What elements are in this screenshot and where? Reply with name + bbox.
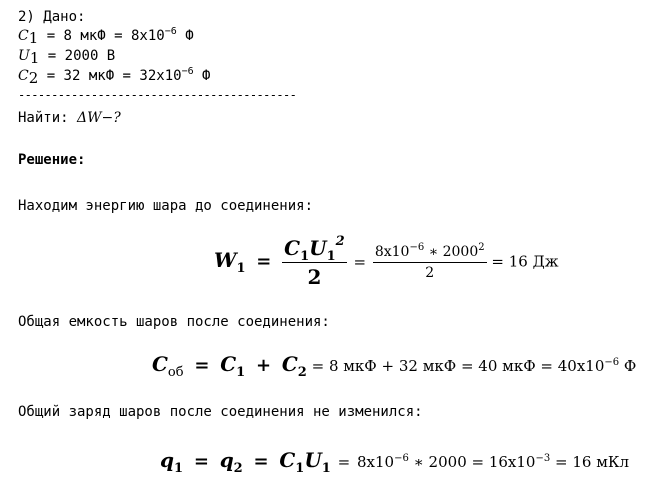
c1u1-term: $C_1U_1$ (279, 448, 331, 476)
given-c1-line (18, 27, 194, 45)
c1-term: $C_1$ (220, 352, 246, 380)
fraction-numeric (373, 244, 487, 281)
equation-energy (214, 236, 559, 289)
energy-result: = 16 Дж (491, 252, 559, 271)
step1-text-span: Находим энергию шара до соединения: (18, 198, 314, 214)
u1-value: = 2000 В (47, 48, 116, 64)
u1-subscript: 1 (29, 49, 40, 67)
fraction-symbolic-numerator: $C_1U_1^2$ (284, 234, 345, 264)
c1-symbol: C (18, 28, 29, 44)
equation-charge (160, 448, 629, 476)
equation-capacitance (152, 352, 637, 380)
step3-text (18, 403, 423, 421)
equals-sign-4: = (193, 451, 209, 472)
c2-symbol: C (18, 68, 29, 84)
c2-subscript: 2 (28, 69, 39, 87)
equals-sign-3: = (194, 355, 210, 376)
q1-symbol: $q_1$ (160, 448, 184, 476)
c-total-symbol: $C_{об}$ (152, 352, 184, 380)
step1-text (18, 197, 313, 215)
given-separator (18, 86, 296, 104)
c2-exponent: −6 (181, 66, 194, 77)
capacitance-rest: = 8 мкФ + 32 мкФ = 40 мкФ = $40x10^{-6}$ Ф (311, 357, 637, 375)
given-u1-line (18, 47, 115, 65)
c1-value: = 8 мкФ = 8x10 (46, 28, 165, 44)
equals-sign-5: = (253, 451, 269, 472)
given-header (18, 8, 85, 26)
given-c2-line (18, 67, 210, 85)
charge-rest: $8x10^{-6}$ ∗ $2000 = 16x10^{-3} = 16$ мКл (356, 453, 629, 471)
plus-sign: + (255, 355, 272, 376)
w1-symbol: $W_1$ (214, 247, 246, 276)
c2-value: = 32 мкФ = 32x10 (46, 68, 182, 84)
fraction-symbolic (282, 236, 347, 289)
c1-subscript: 1 (28, 29, 39, 47)
fraction-symbolic-denominator: 2 (307, 265, 322, 289)
u1-symbol: U (18, 48, 30, 64)
solution-heading (18, 151, 85, 169)
fraction-numeric-numerator: $8x10^{-6}$ ∗ 2000$^2$ (373, 244, 487, 263)
step2-text (18, 313, 330, 331)
step3-text-span: Общий заряд шаров после соединения не изменился: (18, 404, 423, 420)
fraction-numeric-denominator: 2 (425, 265, 435, 281)
equals-sign: = (256, 250, 272, 272)
given-header-text: 2) Дано: (18, 9, 86, 25)
find-label: Найти: (18, 110, 78, 126)
q2-symbol: $q_2$ (219, 448, 243, 476)
c1-exponent: −6 (164, 26, 177, 37)
find-line (18, 109, 121, 127)
c2-unit: Ф (193, 68, 211, 84)
step2-text-span: Общая емкость шаров после соединения: (18, 314, 330, 330)
equals-sign-2: = (353, 252, 367, 271)
separator-text: ------------------------------------------ (18, 88, 297, 102)
equals-sign-6: = (337, 453, 351, 471)
c1-unit: Ф (176, 28, 194, 44)
c2-term: $C_2$ (281, 352, 307, 380)
find-value: ΔW−? (77, 110, 121, 126)
solution-heading-text: Решение: (18, 152, 86, 168)
